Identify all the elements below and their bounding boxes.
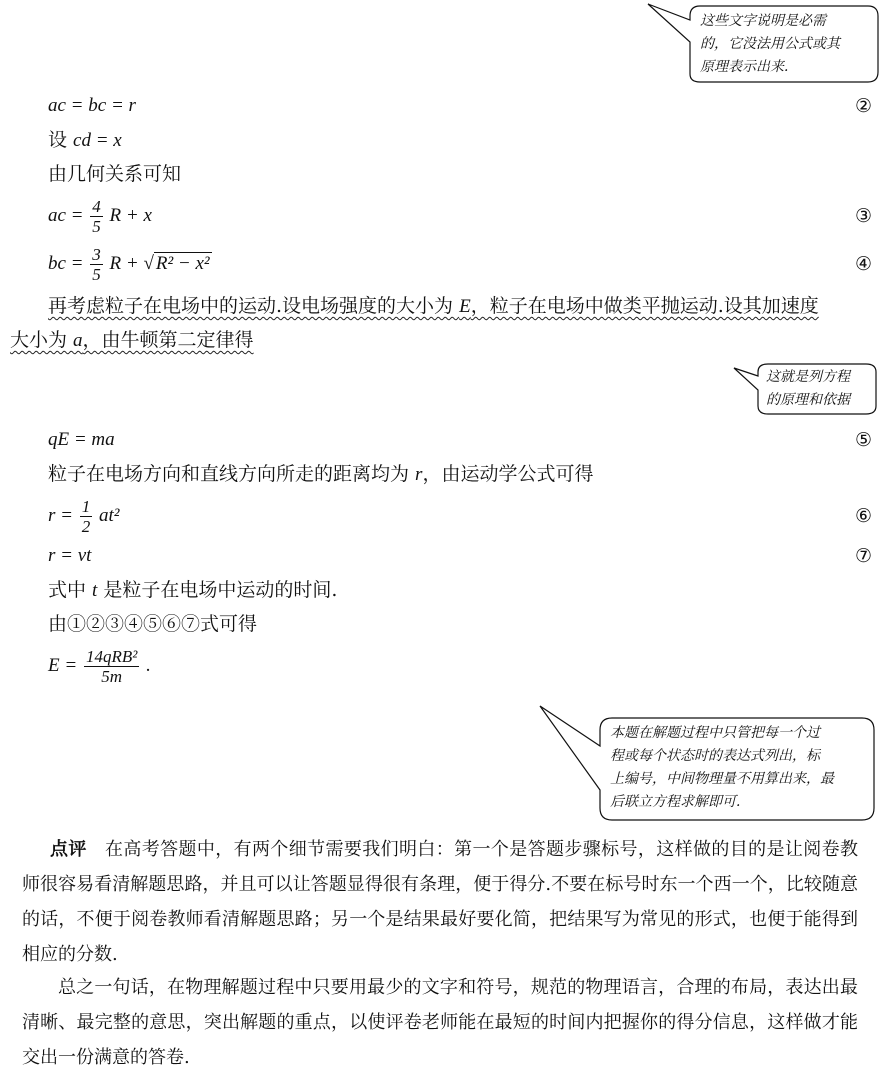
eq3-rhs: R + x: [109, 204, 152, 226]
eq4-radicand: R² − x²: [155, 252, 210, 274]
equation-2: ac = bc = r: [48, 95, 136, 116]
result-denominator: 5m: [101, 667, 123, 686]
electric-line-1-text: 再考虑粒子在电场中的运动.设电场强度的大小为 E，粒子在电场中做类平抛运动.设其加速度: [48, 295, 819, 317]
result-numerator: 14qRB²: [85, 647, 138, 666]
comment-p1-text: 在高考答题中，有两个细节需要我们明白：第一个是答题步骤标号，这样做的目的是让阅卷教师很容易看清解题思路，并且可以让答题显得很有条理，便于得分.不要在标号时东一个西一个，比较随意的话，不便于阅卷教师看清解题思路；另一个是结果最好要化简，把结果写为常见的形式，也便于能得到相应的分数.: [22, 839, 859, 965]
equation-number-5: ⑤: [854, 429, 872, 451]
distance-line: 粒子在电场方向和直线方向所走的距离均为 r，由运动学公式可得: [48, 463, 594, 485]
eq4-denominator: 5: [92, 265, 101, 284]
eq6-numerator: 1: [81, 497, 91, 516]
electric-line-2: [10, 328, 254, 353]
bubble-1-line-2: 的，它没法用公式或其: [700, 36, 840, 52]
result-equation: [48, 648, 151, 685]
eq4-lhs: bc =: [48, 252, 84, 274]
bubble-3-line-4: 后联立方程求解即可.: [610, 794, 741, 810]
eq4-numerator: 3: [92, 245, 101, 264]
geometry-line: 由几何关系可知: [48, 163, 182, 185]
set-cd-prefix: 设: [48, 129, 74, 151]
bubble-2-line-1: 这就是列方程: [766, 369, 850, 385]
eq3-denominator: 5: [92, 217, 101, 236]
bubble-1-line-1: 这些文字说明是必需: [700, 13, 826, 29]
equation-6: [48, 498, 119, 535]
eq3-fraction: [90, 198, 103, 235]
eq6-fraction: [80, 498, 93, 535]
eq3-numerator: 4: [92, 197, 101, 216]
combine-line: 由①②③④⑤⑥⑦式可得: [48, 613, 258, 635]
bubble-3-line-3: 上编号，中间物理量不用算出来，最: [610, 771, 834, 787]
electric-line-2-text: 大小为 a，由牛顿第二定律得: [10, 329, 254, 351]
bubble-2-line-2: 的原理和依据: [766, 392, 850, 408]
equation-number-7: ⑦: [854, 545, 872, 567]
result-lhs: E =: [48, 654, 78, 676]
comment-label: 点评: [50, 839, 87, 860]
comment-paragraph-1: [22, 832, 858, 972]
result-fraction: [84, 648, 139, 685]
result-tail: .: [146, 654, 151, 676]
bubble-3-line-1: 本题在解题过程中只管把每一个过: [610, 725, 820, 741]
equation-5: qE = ma: [48, 429, 115, 450]
equation-4: [48, 246, 212, 283]
equation-number-6: ⑥: [854, 505, 872, 527]
eq6-denominator: 2: [81, 517, 91, 536]
electric-line-1: [48, 294, 819, 319]
equation-number-3: ③: [854, 205, 872, 227]
equation-number-4: ④: [854, 253, 872, 275]
eq4-mid: R + √: [109, 252, 154, 274]
set-cd-line: [48, 128, 122, 153]
eq4-fraction: [90, 246, 103, 283]
set-cd-math: cd = x: [73, 130, 122, 151]
comment-paragraph-2: 总之一句话，在物理解题过程中只要用最少的文字和符号，规范的物理语言，合理的布局，表达出最清晰、最完整的意思，突出解题的重点，以使评卷老师能在最短的时间内把握你的得分信息，这样做才能交出一份满意的答卷.: [22, 977, 858, 1068]
bubble-3-line-2: 程或每个状态时的表达式列出，标: [610, 748, 820, 764]
time-line: 式中 t 是粒子在电场中运动的时间.: [48, 579, 338, 601]
eq6-lhs: r =: [48, 504, 73, 526]
eq3-lhs: ac =: [48, 204, 84, 226]
equation-7: r = vt: [48, 545, 92, 566]
equation-3: [48, 198, 152, 235]
eq6-rhs: at²: [98, 504, 120, 526]
equation-number-2: ②: [854, 95, 872, 117]
bubble-1-line-3: 原理表示出来.: [700, 59, 789, 75]
